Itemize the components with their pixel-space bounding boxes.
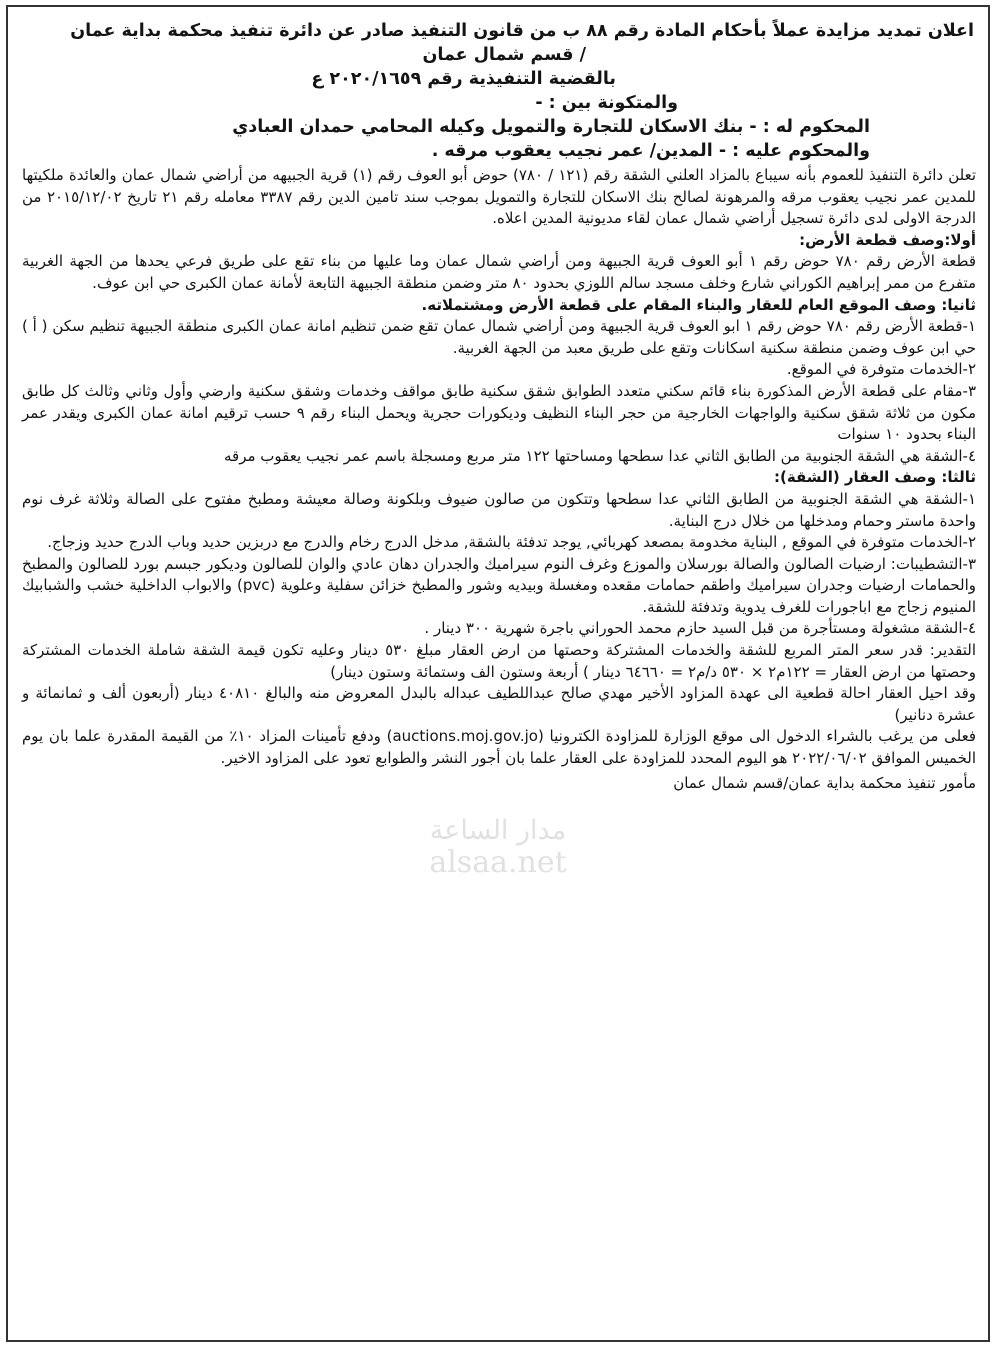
award-paragraph: وقد احيل العقار احالة قطعية الى عهدة المزاود الأخير مهدي صالح عبداللطيف عبداله بالبدل المعروض منه والبالغ ٤٠٨١٠ دينار (أربعون ألف و ثمانمائة و عشرة دنانير) [22,684,976,724]
watermark-arabic: مدار الساعة [429,815,567,846]
announcement-notice [6,5,990,1342]
apartment-item-1: ١-الشقة هي الشقة الجنوبية من الطابق الثاني عدا سطحها وتتكون من صالون ضيوف وبلكونة وصالة معيشة ومطبخ مفتوح على الصالة وثلاثة غرف نوم واحدة ماستر وحمام ومدخلها من خلال درج البناية. [22,489,976,530]
section-heading-site: ثانيا: وصف الموقع العام للعقار والبناء المقام على قطعة الأرض ومشتملاته. [421,295,976,314]
notice-title-continuation: / قسم شمال عمان [422,45,586,65]
apartment-item-2: ٢-الخدمات متوفرة في الموقع , البناية مخدومة بمصعد كهربائي, يوجد تدفئة بالشقة, مدخل الدرج رخام والدرج مع دربزين حديد وباب الدرج حديد وزجاج. [47,533,976,552]
notice-title: اعلان تمديد مزايدة عملاً بأحكام المادة رقم ٨٨ ب من قانون التنفيذ صادر عن دائرة تنفيذ محكمة بداية عمان [70,21,974,41]
judgment-creditor: المحكوم له : - بنك الاسكان للتجارة والتمويل وكيله المحامي حمدان العبادي [232,117,870,137]
bidding-instructions: فعلى من يرغب بالشراء الدخول الى موقع الوزارة للمزاودة الكترونيا (auctions.moj.gov.jo) ودفع تأمينات المزاد ١٠٪ من القيمة المقدرة علما بان يوم الخميس الموافق ٢٠٢٢/٠٦/٠٢ هو اليوم المحدد للمزاودة على العقار علما بان أجور النشر والطوابع تعود على المزاود الاخير. [22,727,977,768]
case-number: بالقضية التنفيذية رقم ٢٠٢٠/١٦٥٩ ع [311,69,616,89]
site-item-1: ١-قطعة الأرض رقم ٧٨٠ حوض رقم ١ ابو العوف قرية الجبيهة ومن أراضي شمال عمان تقع ضمن تنظيم امانة عمان الكبرى منطقة الجبيهة تنظيم سكن ( أ ) حي ابن عوف وضمن منطقة سكنية اسكانات وتقع على طريق معبد من الجهة الغربية. [22,317,977,357]
section-heading-land: أولا:وصف قطعة الأرض: [799,230,976,249]
watermark-latin: alsaa.net [429,845,567,880]
watermark [398,815,598,879]
notice-header [22,19,976,163]
intro-paragraph: تعلن دائرة التنفيذ للعموم بأنه سيباع بالمزاد العلني الشقة رقم (١٢١ / ٧٨٠) حوض أبو العوف رقم (١) قرية الجبيهه من أراضي شمال عمان والعائدة ملكيتها للمدين عمر نجيب يعقوب مرقه والمرهونة لصالح بنك الاسكان للتجارة والتمويل بموجب سند تامين الدين رقم ٣٣٨٧ معامله رقم ٢١ تاريخ ٢٠١٥/١٢/٠٢ من الدرجة الاولى لدى دائرة تسجيل أراضي شمال عمان لقاء مديونية المدين اعلاه. [22,166,977,228]
section-heading-apartment: ثالثا: وصف العقار (الشقة): [774,468,976,487]
parties-intro: والمتكونة بين : - [535,93,678,113]
apartment-item-4: ٤-الشقة مشغولة ومستأجرة من قبل السيد حازم محمد الحوراني باجرة شهرية ٣٠٠ دينار . [424,619,976,638]
apartment-item-3: ٣-التشطيبات: ارضيات الصالون والصالة بورسلان والموزع وغرف النوم سيراميك والجدران دهان عادي والوان للصالون وديكور جبسم بورد للصالون والمطبخ والحمامات ارضيات وجدران سيراميك واطقم حمامات مقعده ومغسلة وبيديه وشور والمطبخ خزائن سفلية وعلوية (pvc) والابواب الداخلية خشب والشبابيك المنيوم زجاج مع اباجورات للغرف يدوية وتدفئة للشقة. [22,554,977,616]
site-item-3: ٣-مقام على قطعة الأرض المذكورة بناء قائم سكني متعدد الطوابق شقق سكنية طابق مواقف وخدمات وشقق سكنية وارضي وأول وثاني وثالث كل طابق مكون من ثلاثة شقق سكنية والواجهات الخارجية من حجر البناء النظيف وديكورات حجرية ويحمل البناء رقم ٩ حسب ترقيم امانة عمان الكبرى ويقدر عمر البناء بحدود ١٠ سنوات [22,381,976,444]
notice-body [22,165,976,794]
land-description: قطعة الأرض رقم ٧٨٠ حوض رقم ١ أبو العوف قرية الجبيهة ومن أراضي شمال عمان وما عليها من بناء تقع على طريق فرعي يحدها من الجهة الغربية متفرع من ممر إبراهيم الكوراني شارع وخلف مسجد سالم اللوزي بحدود ٨٠ متر وضمن منطقة الجبيهة التابعة لأمانة عمان الكبرى حي ابن عوف. [22,252,976,292]
signature: مأمور تنفيذ محكمة بداية عمان/قسم شمال عمان [673,773,976,792]
valuation-paragraph: التقدير: قدر سعر المتر المربع للشقة والخدمات المشتركة وحصتها من ارض العقار مبلغ ٥٣٠ دينار وعليه تكون قيمة الشقة شاملة الخدمات المشتركة وحصتها من ارض العقار = ١٢٢م٢ × ٥٣٠ د/م٢ = ٦٤٦٦٠ دينار ) أربعة وستون الف وستمائة وستون دينار) [22,641,976,681]
site-item-4: ٤-الشقة هي الشقة الجنوبية من الطابق الثاني عدا سطحها ومساحتها ١٢٢ متر مربع ومسجلة باسم عمر نجيب يعقوب مرقه [224,446,976,465]
judgment-debtor: والمحكوم عليه : - المدين/ عمر نجيب يعقوب مرقه . [431,141,870,161]
site-item-2: ٢-الخدمات متوفرة في الموقع. [786,360,976,379]
